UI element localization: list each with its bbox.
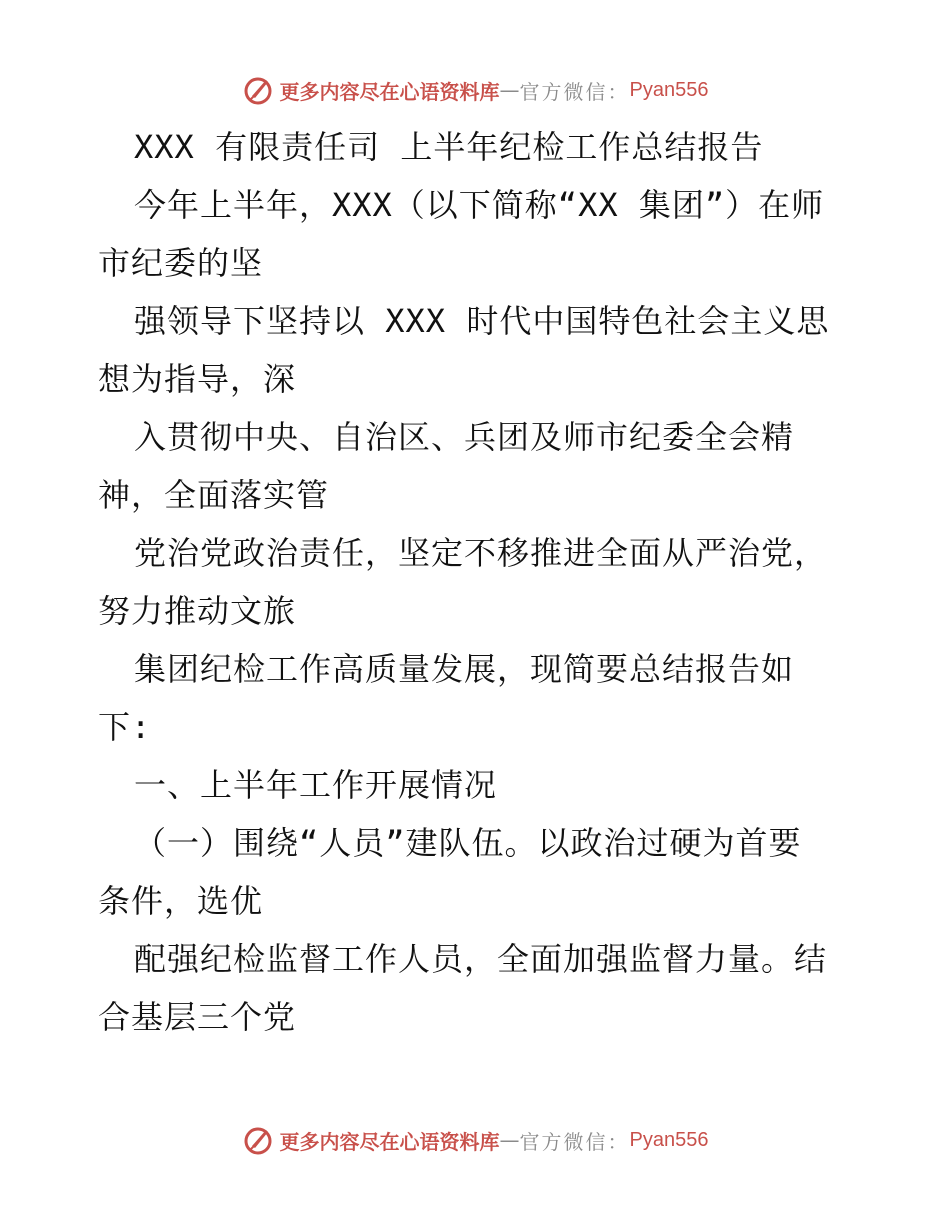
watermark-footer <box>0 1120 950 1160</box>
text-line: 合基层三个党 <box>98 998 297 1036</box>
text-line: 想为指导，深 <box>98 360 297 398</box>
quill-logo-icon <box>242 1124 274 1156</box>
text-line: 神，全面落实管 <box>98 476 330 514</box>
text-line: 入贯彻中央、自治区、兵团及师市纪委全会精 <box>134 418 795 456</box>
watermark-main-text: 更多内容尽在心语资料库 <box>279 79 500 104</box>
watermark-wechat-id: Pyan556 <box>629 1128 709 1151</box>
text-line: 党治党政治责任，坚定不移推进全面从严治党， <box>134 534 828 572</box>
watermark-label: 官方微信： <box>519 1129 630 1154</box>
watermark-separator: — <box>499 78 520 102</box>
document-body <box>98 118 858 1046</box>
watermark-label: 官方微信： <box>519 79 630 104</box>
text-line: 今年上半年，XXX（以下简称“XX 集团”）在师 <box>134 186 825 224</box>
text-line: 市纪委的坚 <box>98 244 264 282</box>
quill-logo-icon <box>242 74 274 106</box>
watermark-main-text: 更多内容尽在心语资料库 <box>279 1129 500 1154</box>
watermark-separator: — <box>499 1128 520 1152</box>
text-line: 一、上半年工作开展情况 <box>134 766 498 804</box>
watermark-header <box>0 70 950 110</box>
text-line: 强领导下坚持以 XXX 时代中国特色社会主义思 <box>134 302 830 340</box>
text-line: 下: <box>98 708 152 746</box>
text-line: 努力推动文旅 <box>98 592 297 630</box>
text-line: XXX 有限责任司 上半年纪检工作总结报告 <box>134 128 764 166</box>
text-line: 条件，选优 <box>98 882 264 920</box>
text-line: 集团纪检工作高质量发展，现简要总结报告如 <box>134 650 795 688</box>
text-line: （一）围绕“人员”建队伍。以政治过硬为首要 <box>134 824 802 862</box>
text-line: 配强纪检监督工作人员，全面加强监督力量。结 <box>134 940 828 978</box>
watermark-wechat-id: Pyan556 <box>629 78 709 101</box>
